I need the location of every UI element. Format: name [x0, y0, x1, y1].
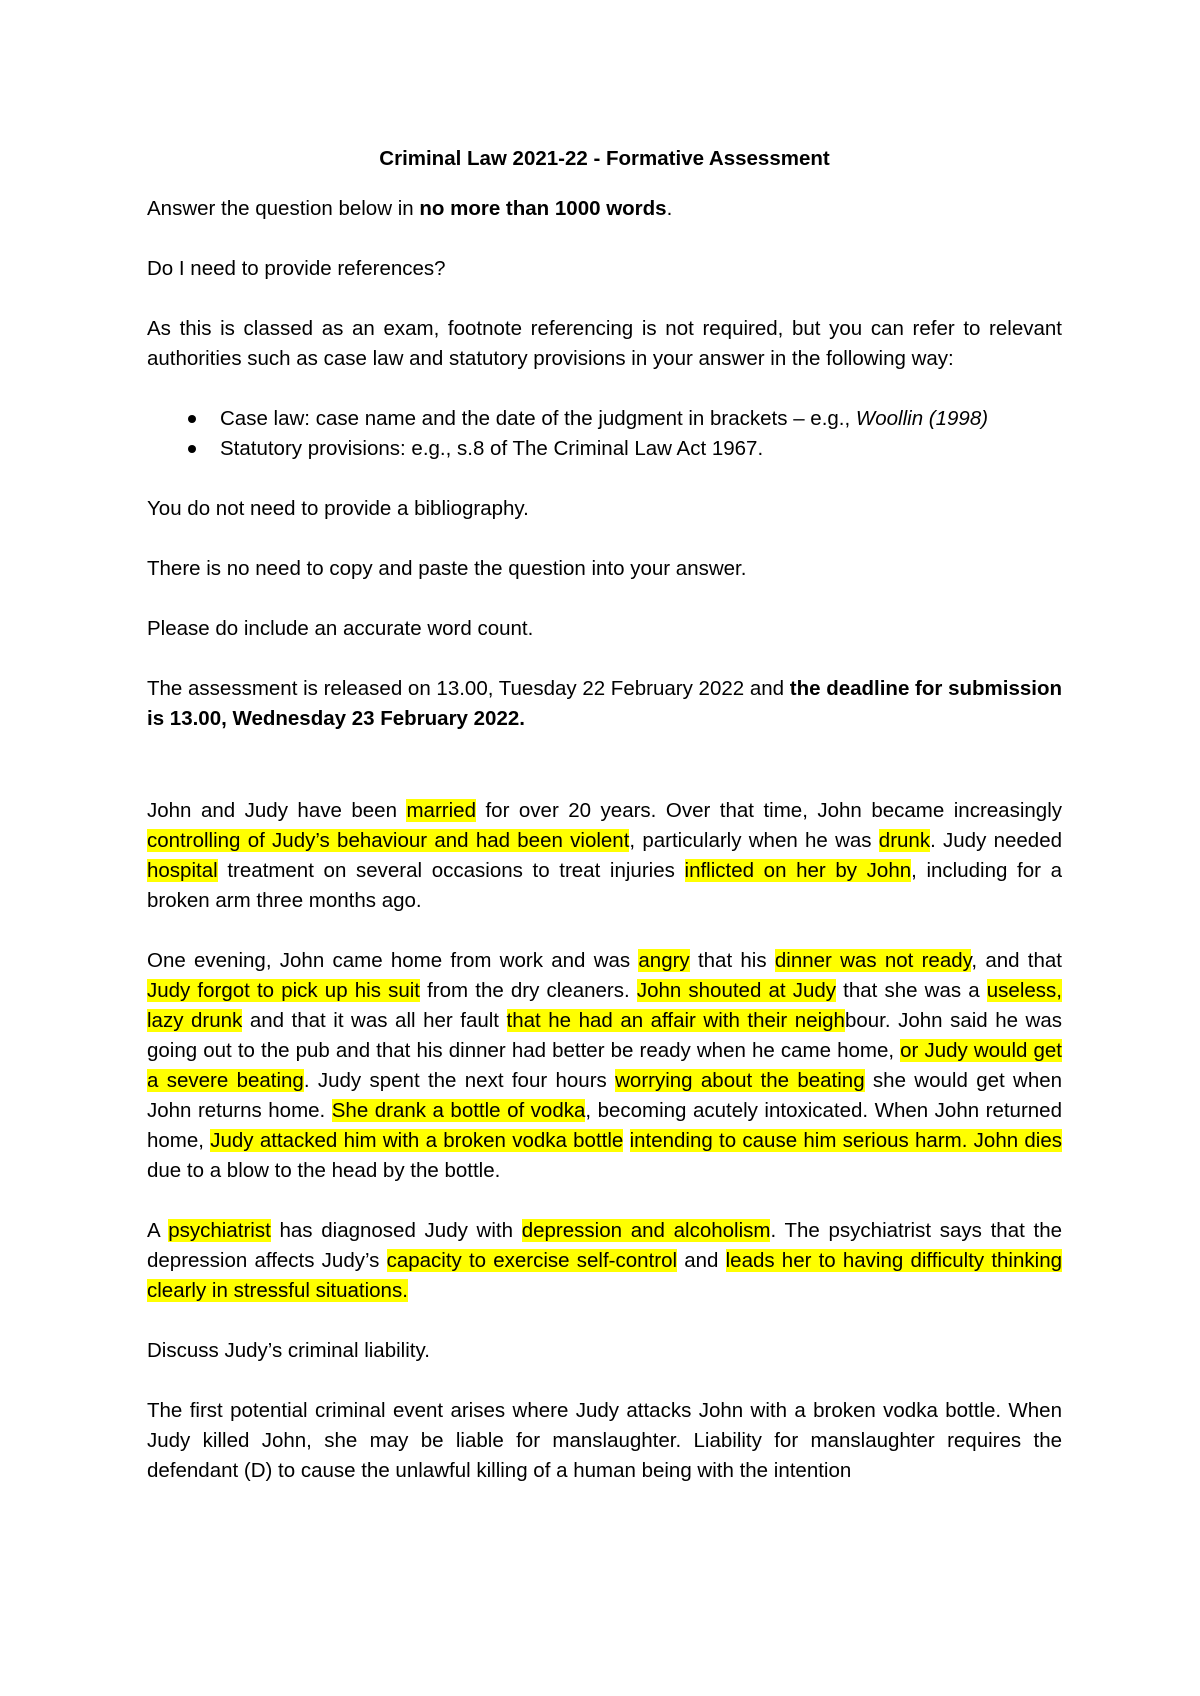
- highlight: inflicted on her by John: [684, 859, 912, 882]
- bullet-statutory: Statutory provisions: e.g., s.8 of The Criminal Law Act 1967.: [220, 434, 1062, 464]
- scenario-paragraph-3: [147, 1216, 1062, 1306]
- scenario-text: . Judy spent the next four hours: [303, 1069, 616, 1092]
- release-text: The assessment is released on 13.00, Tuesday 22 February 2022 and: [147, 677, 790, 700]
- scenario-text: , including for a broken arm three months ago.: [147, 859, 1063, 912]
- scenario-text: from the dry cleaners.: [419, 979, 637, 1002]
- references-answer: As this is classed as an exam, footnote referencing is not required, but you can refer to relevant authorities such as case law and statutory provisions in your answer in the following way:: [147, 317, 1062, 370]
- highlight: capacity to exercise self-control: [386, 1249, 678, 1272]
- scenario-text: she would get when John returns home.: [147, 1069, 1063, 1122]
- case-law-example: Woollin (1998): [855, 407, 989, 430]
- highlight: dinner was not ready: [774, 949, 972, 972]
- scenario-text: due to a blow to the head by the bottle.: [147, 1159, 501, 1182]
- references-list: [147, 404, 1062, 464]
- highlight: intending to cause him serious harm. John dies: [629, 1129, 1063, 1152]
- highlight: married: [406, 799, 476, 822]
- case-law-text: Case law: case name and the date of the judgment in brackets – e.g.,: [220, 407, 856, 430]
- scenario-text: . Judy needed: [930, 829, 1063, 852]
- highlight: Judy forgot to pick up his suit: [147, 979, 420, 1002]
- scenario-text: bour. John said he was going out to the pub and that his dinner had better be ready when he came home,: [147, 1009, 1062, 1062]
- bullet-case-law: [220, 404, 1062, 434]
- scenario-paragraph-2: [147, 946, 1062, 1186]
- scenario-text: A: [147, 1219, 169, 1242]
- highlight: or Judy would get a severe beating: [147, 1039, 1062, 1092]
- highlight: controlling of Judy’s behaviour and had been violent: [147, 829, 630, 852]
- scenario-text: treatment on several occasions to treat injuries: [217, 859, 685, 882]
- scenario-text: . The psychiatrist says that the depression affects Judy’s: [147, 1219, 1062, 1272]
- highlight: psychiatrist: [168, 1219, 271, 1242]
- bibliography-note: You do not need to provide a bibliography.: [147, 497, 529, 520]
- scenario-text: One evening, John came home from work and was: [147, 949, 639, 972]
- scenario-text: , and that: [971, 949, 1062, 972]
- word-limit-bold: no more than 1000 words: [419, 197, 667, 220]
- word-limit-instruction: [147, 194, 1062, 224]
- highlight: that he had an affair with their neigh: [506, 1009, 845, 1032]
- scenario-text: [623, 1129, 629, 1152]
- scenario-paragraph-1: [147, 796, 1062, 916]
- highlight: useless, lazy drunk: [147, 979, 1062, 1032]
- answer-intro: The first potential criminal event arises where Judy attacks John with a broken vodka bottle. When Judy killed John, she may be liable for manslaughter. Liability for manslaughter requires the defendant (D) to cause the unlawful killing of a human being with the intention: [147, 1399, 1062, 1482]
- no-copy-note: There is no need to copy and paste the question into your answer.: [147, 557, 747, 580]
- scenario-text: that she was a: [836, 979, 987, 1002]
- highlight: leads her to having difficulty thinking clearly in stressful situations.: [147, 1249, 1062, 1302]
- word-count-note: Please do include an accurate word count.: [147, 617, 534, 640]
- scenario-text: and: [677, 1249, 726, 1272]
- word-limit-text: Answer the question below in: [147, 197, 420, 220]
- references-question: Do I need to provide references?: [147, 257, 446, 280]
- scenario-text: that his: [689, 949, 775, 972]
- scenario-text: and that it was all her fault: [242, 1009, 507, 1032]
- highlight: depression and alcoholism: [521, 1219, 771, 1242]
- scenario-text: , becoming acutely intoxicated. When John returned home,: [147, 1099, 1062, 1152]
- highlight: She drank a bottle of vodka: [331, 1099, 586, 1122]
- scenario-text: , particularly when he was: [629, 829, 879, 852]
- deadline-bold: the deadline for submission is 13.00, Wednesday 23 February 2022.: [147, 677, 1062, 730]
- word-limit-end: .: [666, 197, 673, 220]
- document-title: Criminal Law 2021-22 - Formative Assessment: [379, 147, 830, 170]
- highlight: Judy attacked him with a broken vodka bottle: [210, 1129, 624, 1152]
- scenario-text: has diagnosed Judy with: [270, 1219, 522, 1242]
- highlight: angry: [638, 949, 690, 972]
- highlight: drunk: [878, 829, 931, 852]
- highlight: John shouted at Judy: [636, 979, 837, 1002]
- highlight: hospital: [147, 859, 218, 882]
- scenario-text: for over 20 years. Over that time, John became increasingly: [475, 799, 1062, 822]
- release-deadline: [147, 674, 1062, 734]
- discussion-question: Discuss Judy’s criminal liability.: [147, 1339, 430, 1362]
- highlight: worrying about the beating: [615, 1069, 865, 1092]
- scenario-text: John and Judy have been: [147, 799, 407, 822]
- spacer: [147, 764, 1062, 796]
